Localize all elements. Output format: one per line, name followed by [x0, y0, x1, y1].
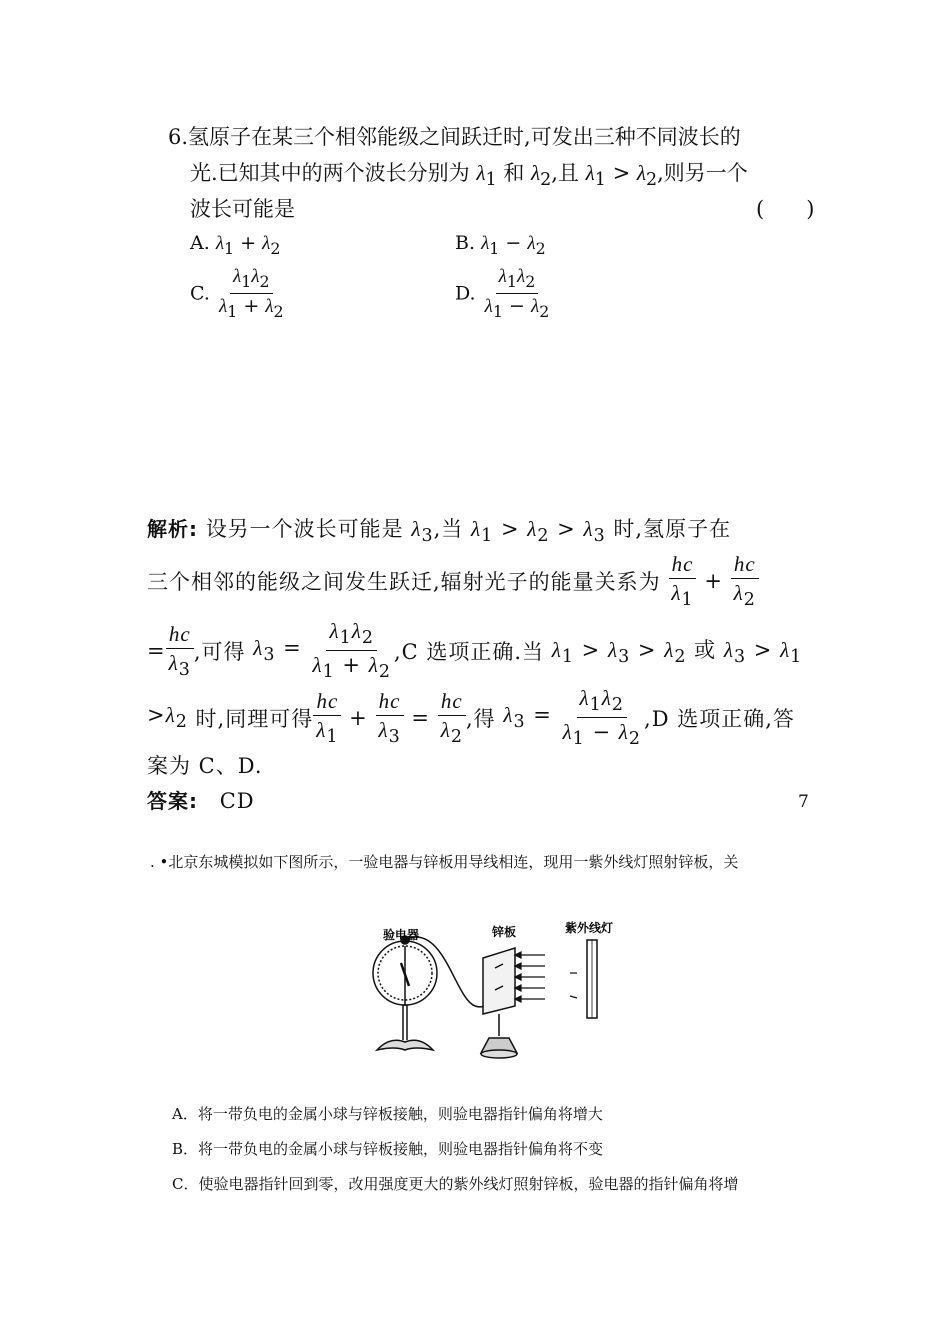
uv-rays: [515, 952, 577, 1002]
solution-line-2: 三个相邻的能级之间发生跃迁,辐射光子的能量关系为 $\frac{hc}{\lambda_1}$ + $\frac{hc}{\lambda_2}$: [147, 552, 759, 610]
question-number: 6.: [168, 125, 189, 149]
page-number: 7: [798, 792, 809, 812]
question-text-1: 氢原子在某三个相邻能级之间跃迁时,可发出三种不同波长的: [188, 125, 741, 149]
answer-paren: ( ): [756, 197, 815, 221]
option-b: B. $\lambda_1 - \lambda_2$: [455, 232, 546, 258]
option-d: D. $\frac{\lambda_1\lambda_2}{\lambda_1 - \lambda_2}$: [455, 266, 552, 321]
electroscope-figure: [373, 936, 492, 1050]
label-uv-lamp: 紫外线灯: [565, 921, 614, 935]
option-c: C. $\frac{\lambda_1\lambda_2}{\lambda_1 + \lambda_2}$: [190, 266, 287, 321]
solution-line-4: $>\lambda_2$ 时,同理可得 $\frac{hc}{\lambda_1}$ + $\frac{hc}{\lambda_3}$ = $\frac{hc}{\lambda_2}$ ,得 $\lambda_3$ = $\frac{\lambda_1\lambda_2}{\lambda_1 - \lambda_2}$ ,D 选项正确,答: [147, 686, 795, 750]
solution-line-1: 解析: 设另一个波长可能是 $\lambda_3$,当 $\lambda_1 > \lambda_2 > \lambda_3$ 时,氢原子在: [147, 517, 732, 547]
question-line-2: 光.已知其中的两个波长分别为 $\lambda_1$ 和 $\lambda_2$,且 $\lambda_1 > \lambda_2$,则另一个: [190, 161, 748, 191]
question-line-3: 波长可能是: [190, 197, 295, 221]
solution-label: 解析:: [147, 517, 198, 541]
next-option-c: C．使验电器指针回到零，改用强度更大的紫外线灯照射锌板，验电器的指针偏角将增: [172, 1175, 739, 1193]
label-electroscope: 验电器: [383, 928, 420, 942]
answer-label: 答案:: [147, 789, 198, 813]
solution-line-5: 案为 C、D.: [147, 754, 263, 778]
next-question-lead: . •北京东城模拟如下图所示，一验电器与锌板用导线相连，现用一紫外线灯照射锌板，关: [150, 853, 739, 871]
uv-lamp-figure: [587, 940, 597, 1018]
answer-line: [147, 785, 255, 814]
zinc-plate-figure: [481, 948, 517, 1058]
answer-value: CD: [219, 789, 255, 813]
next-option-a: A．将一带负电的金属小球与锌板接触，则验电器指针偏角将增大: [172, 1105, 603, 1123]
solution-line-3: = $\frac{hc}{\lambda_3}$ ,可得 $\lambda_3$ = $\frac{\lambda_1\lambda_2}{\lambda_1 + \lambda_2}$ ,C 选项正确.当 $\lambda_1 > \lambda_3 > \lambda_2$ 或 $\lambda_3 > \lambda_1$: [147, 619, 803, 683]
experiment-diagram: [355, 918, 635, 1068]
fraction-c: $\frac{\lambda_1\lambda_2}{\lambda_1 + \lambda_2}$: [218, 266, 284, 321]
next-option-b: B．将一带负电的金属小球与锌板接触，则验电器指针偏角将不变: [172, 1140, 604, 1158]
option-a: A. $\lambda_1 + \lambda_2$: [190, 232, 281, 258]
question-line-1: [168, 121, 741, 151]
fraction-d: $\frac{\lambda_1\lambda_2}{\lambda_1 - \lambda_2}$: [484, 266, 550, 321]
label-zinc-plate: 锌板: [492, 925, 517, 939]
